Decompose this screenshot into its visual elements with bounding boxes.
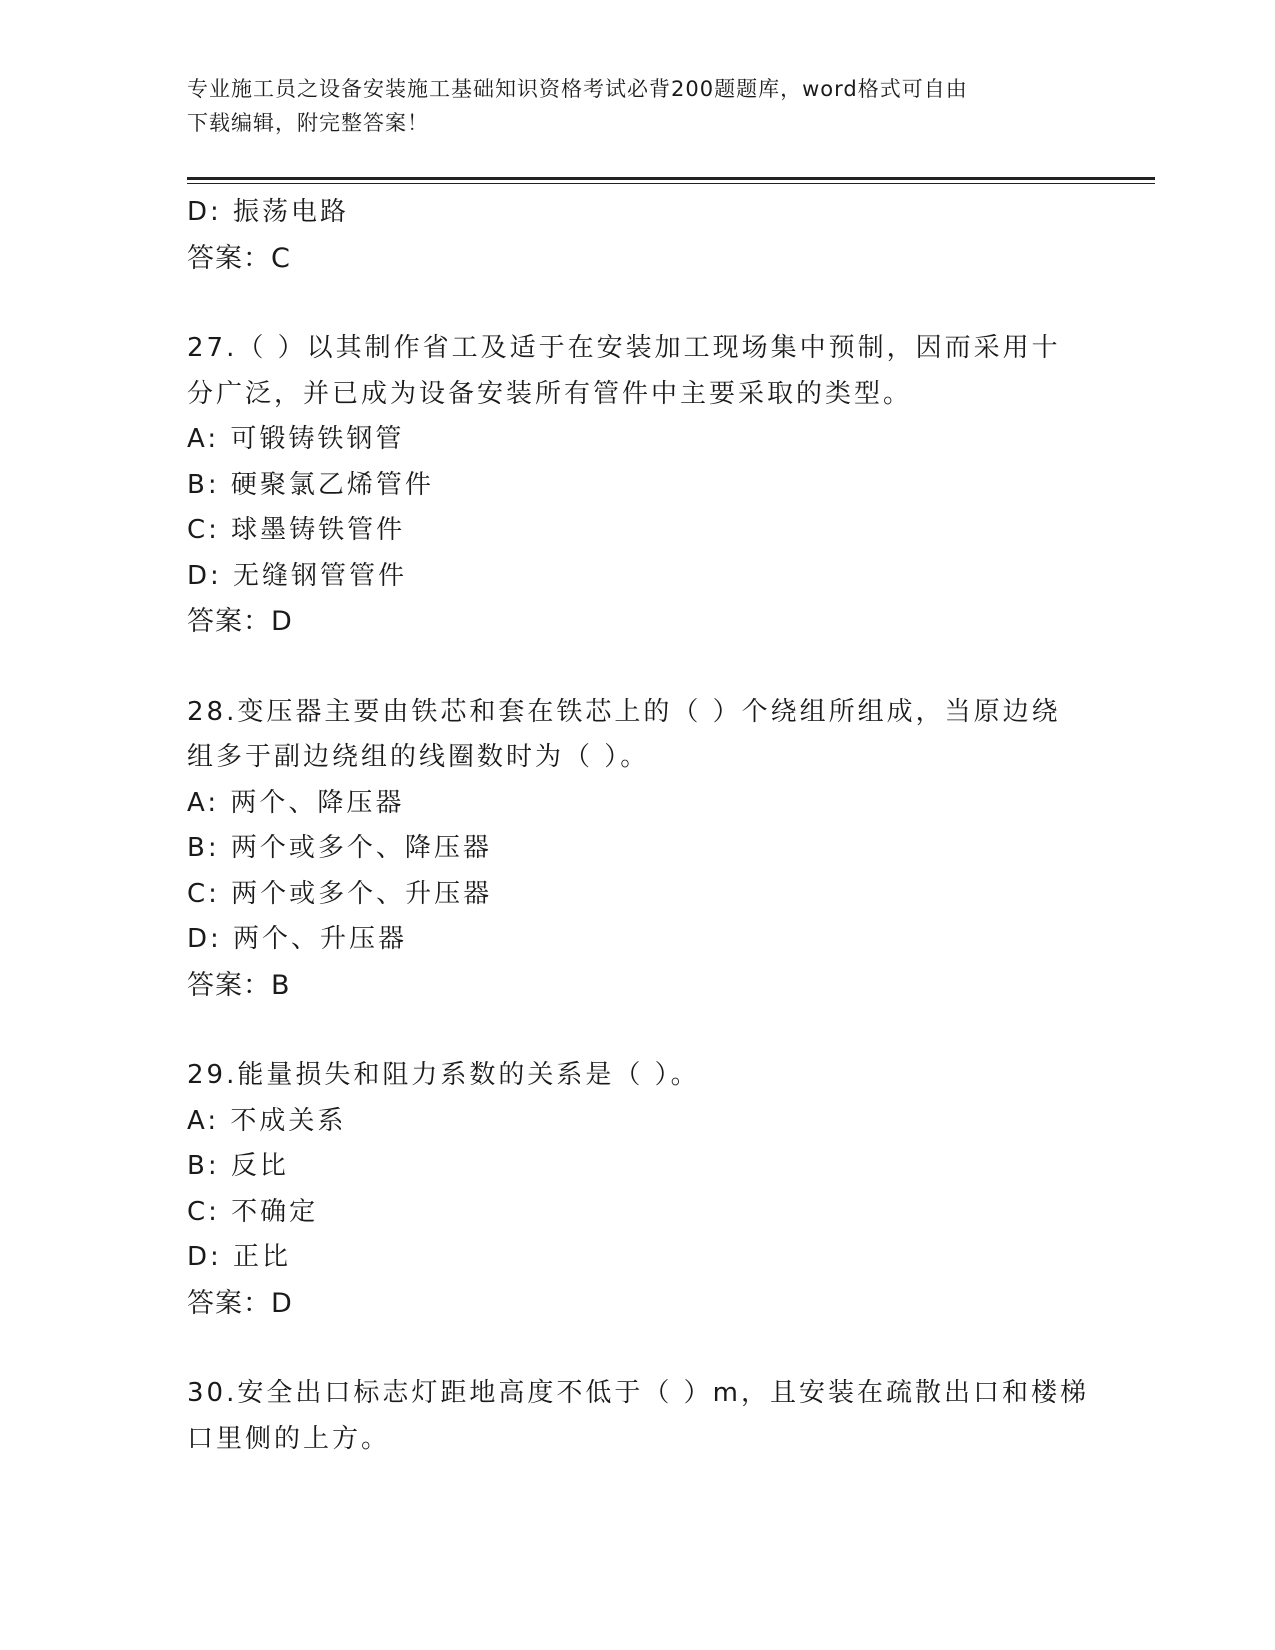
question-stem-cont: 分广泛，并已成为设备安装所有管件中主要采取的类型。 [187,378,913,409]
question-content [187,190,1087,1462]
option-a: A: 两个、降压器 [187,787,405,818]
option-d: D: 正比 [187,1242,292,1272]
question-stem-cont: 口里侧的上方。 [187,1423,391,1454]
option-b: B: 硬聚氯乙烯管件 [187,469,434,500]
spacer [187,1008,1087,1053]
question-30 [187,1371,1087,1462]
answer: 答案：D [187,1287,293,1319]
question-27 [187,326,1087,645]
option-c: C: 球墨铸铁管件 [187,515,406,545]
prev-option-d: D: 振荡电路 [187,197,350,227]
option-d: D: 两个、升压器 [187,924,408,954]
question-stem: 28.变压器主要由铁芯和套在铁芯上的（ ）个绕组所组成，当原边绕 [187,696,1061,727]
document-header [187,72,1067,140]
header-divider-thick [187,177,1155,180]
spacer [187,1326,1087,1371]
question-stem: 30.安全出口标志灯距地高度不低于（ ）m，且安装在疏散出口和楼梯 [187,1378,1089,1408]
prev-answer: 答案：C [187,242,291,274]
option-a: A: 可锻铸铁钢管 [187,424,405,454]
option-b: B: 两个或多个、降压器 [187,833,492,863]
answer: 答案：B [187,969,291,1001]
option-d: D: 无缝钢管管件 [187,560,408,591]
option-b: B: 反比 [187,1151,289,1181]
question-stem: 29.能量损失和阻力系数的关系是（ ）。 [187,1060,700,1090]
question-stem: 27.（ ）以其制作省工及适于在安装加工现场集中预制，因而采用十 [187,333,1061,363]
option-c: C: 两个或多个、升压器 [187,878,493,909]
header-line-2: 下载编辑，附完整答案！ [187,111,429,135]
option-c: C: 不确定 [187,1196,319,1227]
spacer [187,645,1087,690]
option-a: A: 不成关系 [187,1105,347,1136]
header-line-1: 专业施工员之设备安装施工基础知识资格考试必背200题题库，word格式可自由 [187,77,968,101]
answer: 答案：D [187,606,293,637]
question-29 [187,1053,1087,1326]
spacer [187,281,1087,326]
question-28 [187,690,1087,1009]
header-divider-thin [187,183,1155,184]
question-stem-cont: 组多于副边绕组的线圈数时为（ ）。 [187,742,650,772]
